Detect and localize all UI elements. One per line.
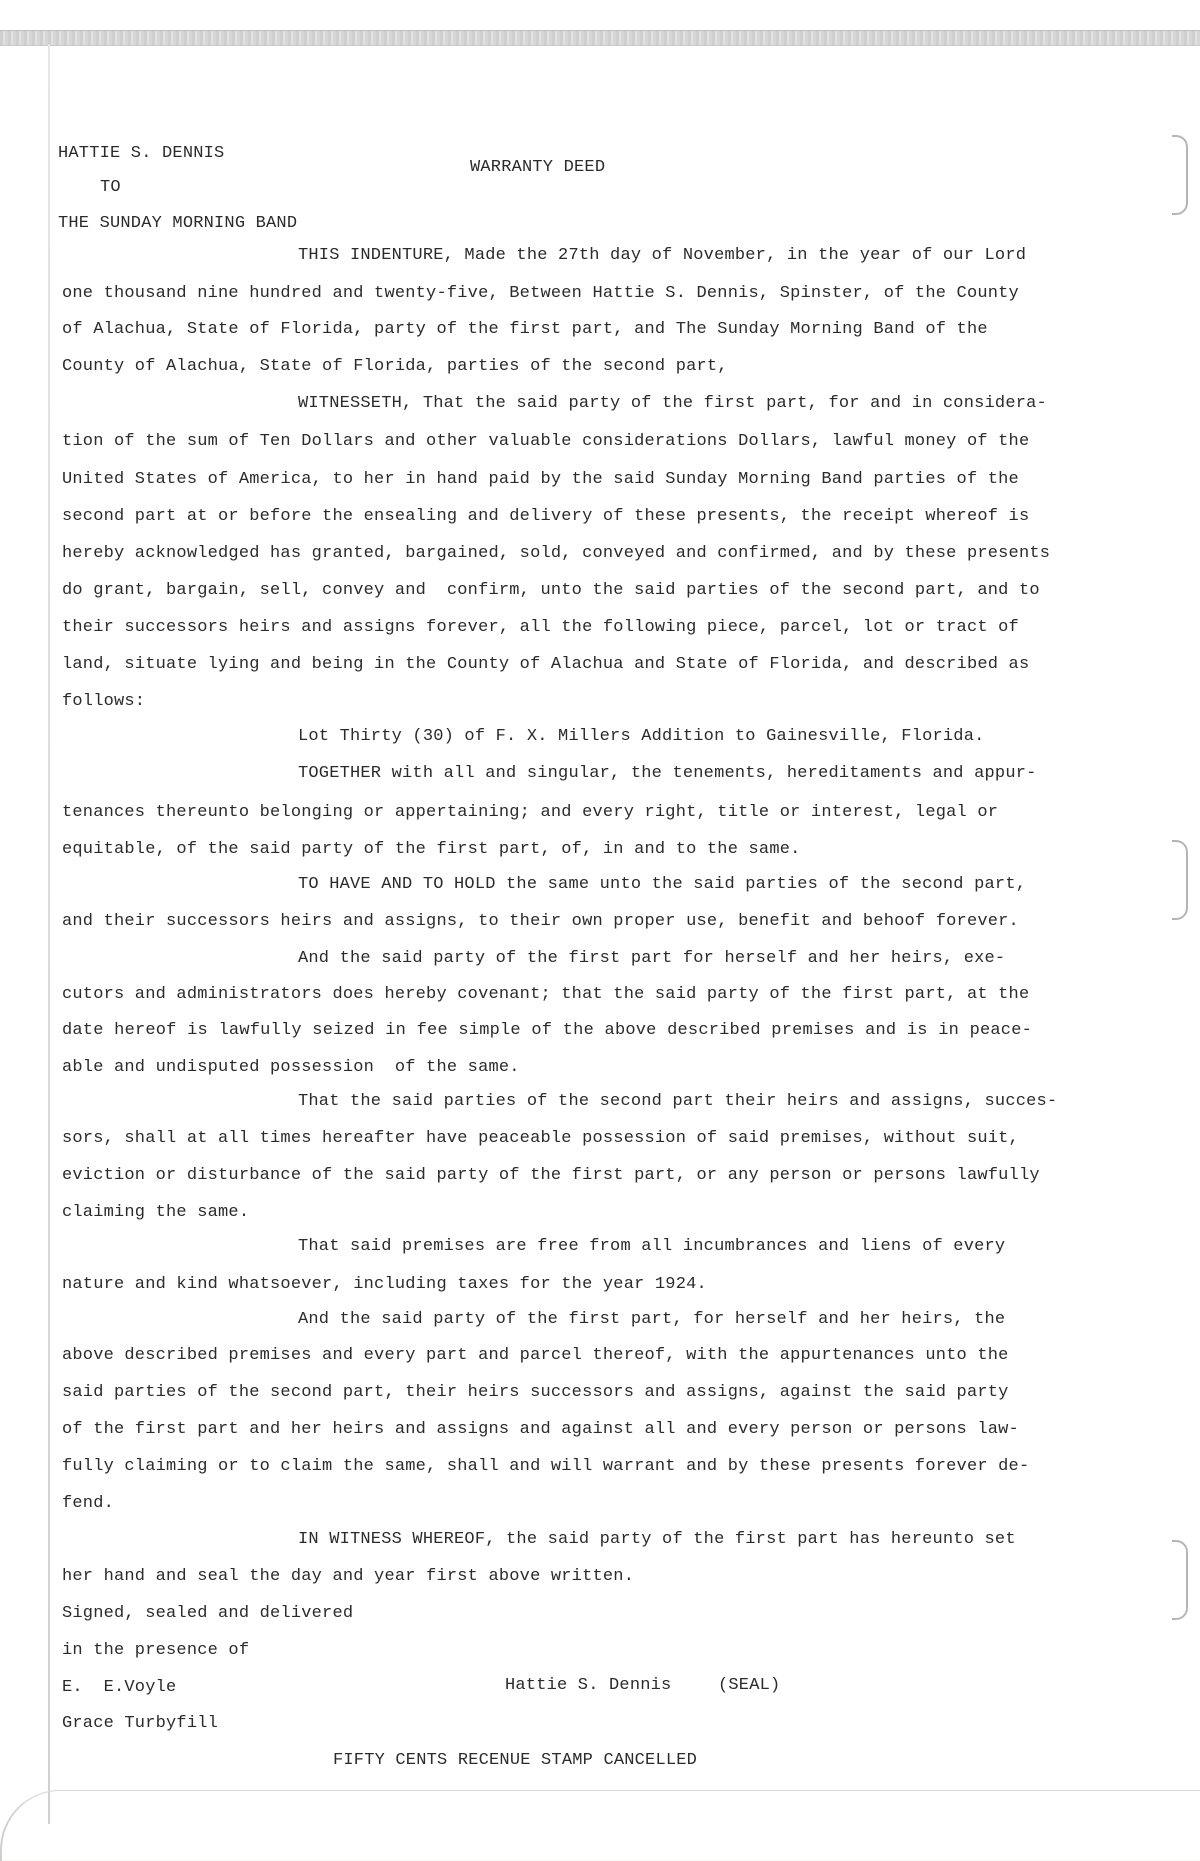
body-line: second part at or before the ensealing and delivery of these presents, the receipt whereof is (62, 507, 1030, 526)
presence-line: in the presence of (62, 1641, 250, 1660)
body-line: And the said party of the first part for herself and her heirs, exe- (298, 949, 1006, 968)
body-line: and their successors heirs and assigns, to their own proper use, benefit and behoof forever. (62, 912, 1019, 931)
grantor-name: HATTIE S. DENNIS (58, 144, 225, 163)
body-line: hereby acknowledged has granted, bargained, sold, conveyed and confirmed, and by these presents (62, 544, 1051, 563)
body-line: IN WITNESS WHEREOF, the said party of the first part has hereunto set (298, 1530, 1016, 1549)
scan-left-edge (48, 44, 50, 1824)
body-line: follows: (62, 692, 146, 711)
body-line: tion of the sum of Ten Dollars and other valuable considerations Dollars, lawful money of the (62, 432, 1030, 451)
body-line: nature and kind whatsoever, including taxes for the year 1924. (62, 1275, 707, 1294)
witness-name: Grace Turbyfill (62, 1714, 219, 1733)
body-line: fully claiming or to claim the same, shall and will warrant and by these presents forever de- (62, 1457, 1030, 1476)
body-line: And the said party of the first part, for herself and her heirs, the (298, 1310, 1006, 1329)
lot-description: Lot Thirty (30) of F. X. Millers Addition to Gainesville, Florida. (298, 727, 985, 746)
body-line: able and undisputed possession of the same. (62, 1058, 520, 1077)
body-line: her hand and seal the day and year first above written. (62, 1567, 635, 1586)
punch-hole (1172, 135, 1188, 215)
body-line: land, situate lying and being in the County of Alachua and State of Florida, and described as (62, 655, 1030, 674)
punch-hole (1172, 840, 1188, 920)
grantee-name: THE SUNDAY MORNING BAND (58, 214, 298, 233)
body-line: United States of America, to her in hand paid by the said Sunday Morning Band parties of the (62, 470, 1019, 489)
body-line: County of Alachua, State of Florida, parties of the second part, (62, 357, 728, 376)
to-label: TO (100, 178, 121, 197)
body-line: THIS INDENTURE, Made the 27th day of November, in the year of our Lord (298, 246, 1027, 265)
signed-sealed-line: Signed, sealed and delivered (62, 1604, 354, 1623)
body-line: date hereof is lawfully seized in fee simple of the above described premises and is in peace- (62, 1021, 1032, 1040)
body-line: claiming the same. (62, 1203, 250, 1222)
seal-mark: (SEAL) (718, 1676, 781, 1695)
body-line: TOGETHER with all and singular, the tenements, hereditaments and appur- (298, 764, 1037, 783)
document-title: WARRANTY DEED (470, 158, 606, 177)
scan-bottom-curve (0, 1790, 1200, 1861)
body-line: their successors heirs and assigns forever, all the following piece, parcel, lot or tract of (62, 618, 1019, 637)
body-line: of Alachua, State of Florida, party of the first part, and The Sunday Morning Band of the (62, 320, 988, 339)
revenue-stamp-note: FIFTY CENTS RECENUE STAMP CANCELLED (333, 1751, 698, 1770)
body-line: That the said parties of the second part their heirs and assigns, succes- (298, 1092, 1058, 1111)
body-line: equitable, of the said party of the first part, of, in and to the same. (62, 840, 801, 859)
body-line: of the first part and her heirs and assigns and against all and every person or persons law- (62, 1420, 1019, 1439)
body-line: sors, shall at all times hereafter have peaceable possession of said premises, without suit, (62, 1129, 1019, 1148)
body-line: said parties of the second part, their heirs successors and assigns, against the said party (62, 1383, 1009, 1402)
signer-name: Hattie S. Dennis (505, 1676, 672, 1695)
body-line: cutors and administrators does hereby covenant; that the said party of the first part, at the (62, 985, 1030, 1004)
body-line: eviction or disturbance of the said party of the first part, or any person or persons lawfully (62, 1166, 1040, 1185)
body-line: do grant, bargain, sell, convey and confirm, unto the said parties of the second part, and to (62, 581, 1040, 600)
body-line: above described premises and every part and parcel thereof, with the appurtenances unto the (62, 1346, 1009, 1365)
body-line: tenances thereunto belonging or appertaining; and every right, title or interest, legal or (62, 803, 999, 822)
punch-hole (1172, 1540, 1188, 1620)
body-line: That said premises are free from all incumbrances and liens of every (298, 1237, 1006, 1256)
body-line: WITNESSETH, That the said party of the first part, for and in considera- (298, 394, 1047, 413)
scan-top-band (0, 30, 1200, 46)
body-line: TO HAVE AND TO HOLD the same unto the said parties of the second part, (298, 875, 1027, 894)
witness-name: E. E.Voyle (62, 1678, 177, 1697)
body-line: one thousand nine hundred and twenty-five, Between Hattie S. Dennis, Spinster, of the County (62, 284, 1019, 303)
body-line: fend. (62, 1494, 115, 1513)
